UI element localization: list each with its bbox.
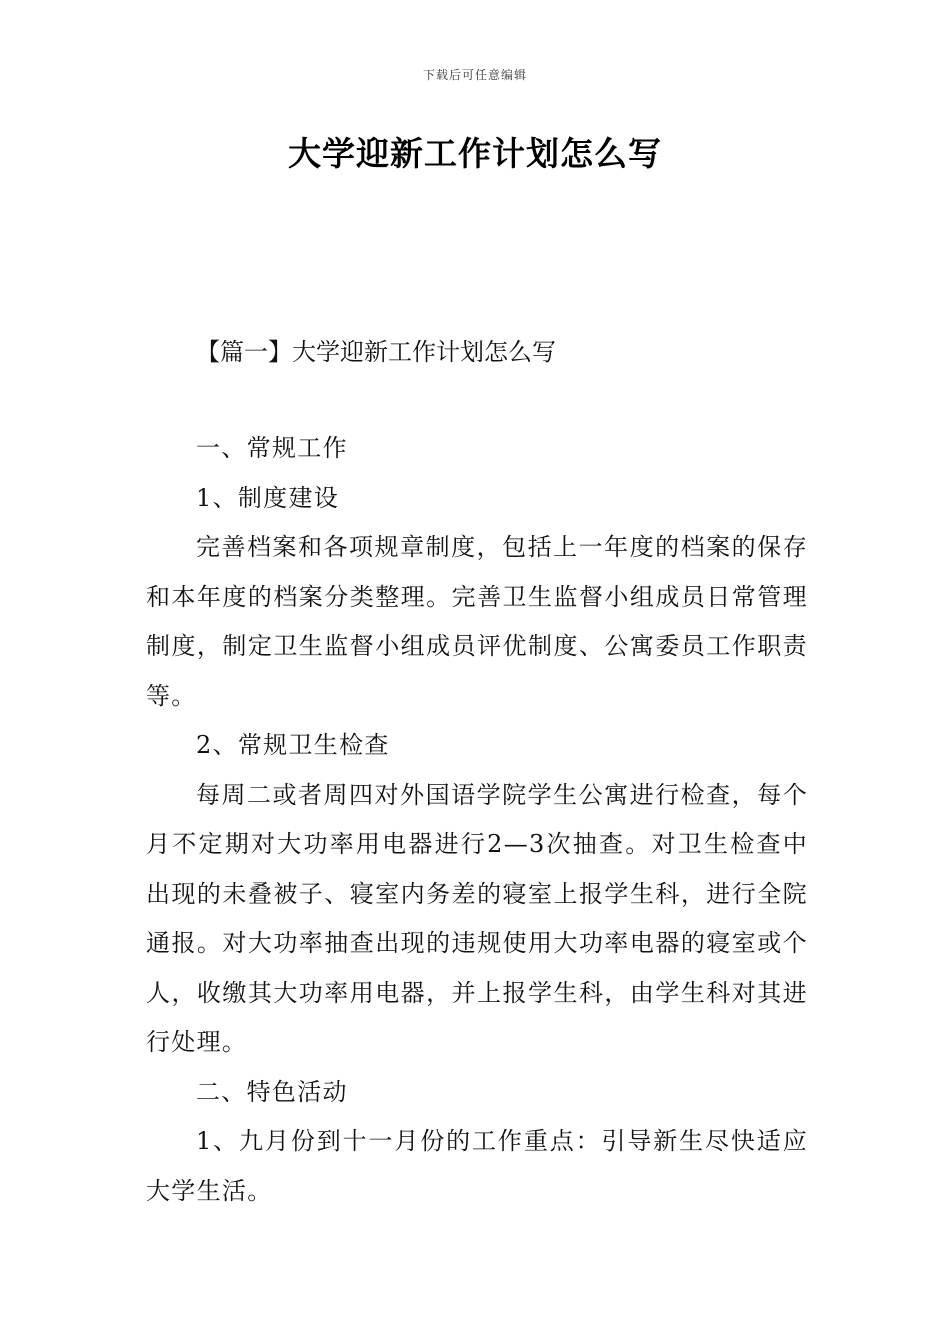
subheading-hygiene-inspection: 2、常规卫生检查 — [196, 731, 390, 759]
document-title: 大学迎新工作计划怎么写 — [288, 134, 662, 173]
heading-special-activities: 二、特色活动 — [196, 1077, 348, 1106]
paragraph-system-building: 完善档案和各项规章制度，包括上一年度的档案的保存和本年度的档案分类整理。完善卫生监督小组成员日常管理制度，制定卫生监督小组成员评优制度、公寓委员工作职责等。 — [146, 533, 808, 710]
paragraph-september-november-focus: 1、九月份到十一月份的工作重点：引导新生尽快适应大学生活。 — [146, 1127, 808, 1205]
section-heading: 【篇一】大学迎新工作计划怎么写 — [196, 338, 556, 366]
paragraph-hygiene-inspection: 每周二或者周四对外国语学院学生公寓进行检查，每个月不定期对大功率用电器进行2—3次抽查。对卫生检查中出现的未叠被子、寝室内务差的寝室上报学生科，进行全院通报。对大功率抽查出现的违规使用大功率电器的寝室或个人，收缴其大功率用电器，并上报学生科，由学生科对其进行处理。 — [146, 780, 808, 1056]
subheading-system-building: 1、制度建设 — [196, 483, 340, 512]
heading-routine-work: 一、常规工作 — [196, 434, 348, 462]
header-note: 下载后可任意编辑 — [422, 68, 527, 82]
document-body — [146, 424, 808, 1216]
